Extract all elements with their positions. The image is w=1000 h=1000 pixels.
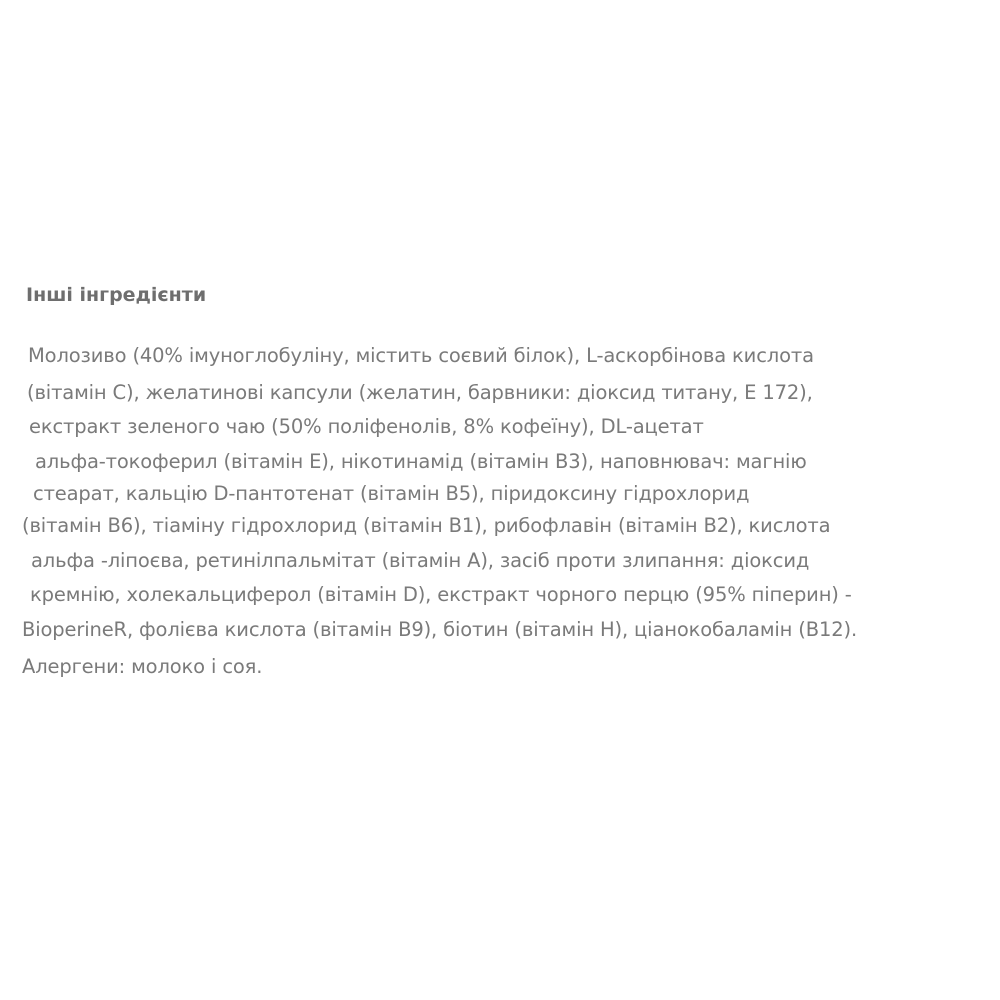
allergens-line: Алергени: молоко і соя. (22, 655, 263, 678)
ingredients-line-7: альфа -ліпоєва, ретинілпальмітат (вітамін А), засіб проти злипання: діоксид (31, 549, 810, 572)
ingredients-line-3: екстракт зеленого чаю (50% поліфенолів, 8% кофеїну), DL-ацетат (29, 415, 704, 438)
ingredients-line-1: Молозиво (40% імуноглобуліну, містить соєвий білок), L-аскорбінова кислота (28, 344, 814, 367)
ingredients-line-4: альфа-токоферил (вітамін Е), нікотинамід (вітамін В3), наповнювач: магнію (35, 450, 807, 473)
ingredients-line-5: стеарат, кальцію D-пантотенат (вітамін В5), піридоксину гідрохлорид (33, 482, 750, 505)
ingredients-line-6: (вітамін В6), тіаміну гідрохлорид (вітамін В1), рибофлавін (вітамін В2), кислота (22, 514, 831, 537)
ingredients-line-9: BioperineR, фолієва кислота (вітамін В9), біотин (вітамін Н), ціанокобаламін (В12). (22, 618, 858, 641)
ingredients-line-2: (вітамін С), желатинові капсули (желатин, барвники: діоксид титану, Е 172), (27, 381, 813, 404)
ingredients-line-8: кремнію, холекальциферол (вітамін D), екстракт чорного перцю (95% піперин) - (30, 583, 852, 606)
section-heading: Інші інгредієнти (26, 284, 207, 306)
